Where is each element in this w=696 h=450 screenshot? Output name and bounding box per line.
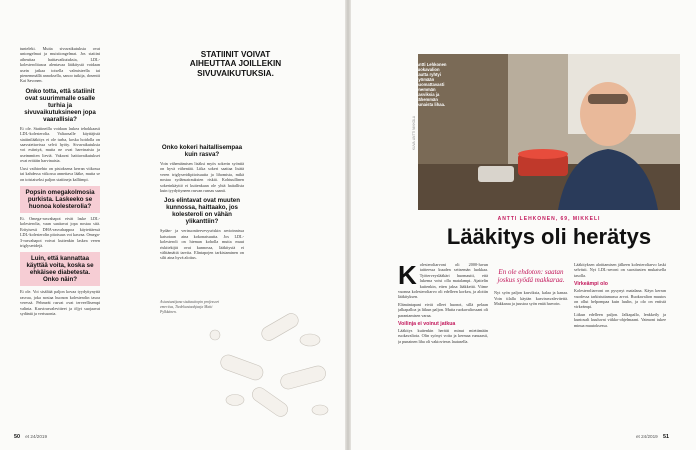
body-text: Elämäntapani eivät olleet huonot, sillä pelaan jalkapalloa ja liikun paljon. Mutta ruokavaliossani oli parantamisen varaa. bbox=[398, 301, 488, 318]
byline: ANTTI LEHKONEN, 69, MIKKELI bbox=[497, 216, 601, 222]
body-text: Lääkitys kuitenkin herätti minut miettimään ruokavaliota. Olin syönyt voita ja kermaa runsaasti, ja punainen liha oli vakiovieras lautasella. bbox=[398, 328, 488, 344]
photo-credit: KUVA: ANTTI NIKKOLA bbox=[412, 116, 416, 150]
subheading: Virkeämpi olo bbox=[574, 281, 608, 288]
body-text: Lääkityksen aloittamisen jälkeen kolesteroliarvo laski selvästi. Nyt LDL-arvoni on suositusten mukaisella tasolla. bbox=[574, 262, 666, 278]
pink-heading-box bbox=[20, 186, 100, 213]
answer-text: Ei. Omega-rasvahapot eivät laske LDL-kolesterolia, vaan saattavat jopa nostaa sitä. Erityisesti DHA-rasvahappoa käytettäessä LDL-kolesterolin pitoisuus voi kasvaa. Omega-3-rasvahapot voivat kuitenkin laskea veren triglyseridejä. bbox=[20, 215, 100, 248]
photo-caption: Antti Lehkonen ruokavalion kautta ryhtyi syömään huomattavasti enemmän kasviksia ja vähemmän punaista lihaa. bbox=[416, 62, 447, 107]
question-heading: Onko kokeri haitallisempaa kuin rasva? bbox=[161, 144, 243, 158]
question-heading: Popsin omegakolmosia purkista. Laskeeko se huonoa kolesterolia? bbox=[25, 188, 95, 210]
portrait-photo bbox=[418, 54, 680, 210]
callout-quote: STATIINIT VOIVAT AIHEUTTAA JOILLEKIN SIVUVAIKUTUKSIA. bbox=[189, 50, 282, 78]
right-column-2 bbox=[494, 262, 568, 432]
answer-text: Uusi vaihtoehto on pistoksena kerran viikossa tai kahdessa viikossa annettava lääke, mutta se on toistaiseksi paljon statiineja kalliimpi. bbox=[20, 165, 100, 182]
right-column-1 bbox=[398, 262, 488, 432]
body-text: Kolesteroliarvoni on pysynyt matalana. Käyn kerran vuodessa tarkistuttamassa arvot. Ruokavalion muutos on ollut helpompaa kuin luulin, ja olo on entistä virkeämpi. bbox=[574, 288, 666, 310]
magazine-issue: et 24/2019 bbox=[636, 434, 658, 439]
pills-illustration bbox=[200, 300, 346, 430]
magazine-issue: et 24/2019 bbox=[25, 434, 47, 439]
left-column-2 bbox=[160, 140, 244, 300]
subheading: Voilinja ei voinut jatkua bbox=[398, 321, 456, 328]
right-column-3 bbox=[574, 262, 666, 432]
lead-paragraph bbox=[398, 262, 488, 300]
lead-text: olesteroliarvoni oli 2000-luvun taitteessa kuuden seitsemän luokkaa. Työterveyslääkäri huomautti, että lukema voisi olla matalampi. Ajattelin kuitenkin, etten jaksa lääkkeitä. Viime vuonna kolesteroliarvo oli edelleen korkea, ja aloitin lääkityksen. bbox=[398, 262, 488, 300]
answer-text: Sydän- ja verisuonitervevysriskin arvioinnissa katsotaan aina kokonaisuutta. Jos LDL-kolesteroli on hieman koholla mutta muut riskitekijät ovat kunnossa, lääkitystä ei välttämättä tarvita. Elintapojen tarkistaminen on silti aina hyvä aloitus. bbox=[160, 228, 244, 261]
page-number: 50 bbox=[14, 434, 20, 440]
pull-quote: En ole ehdoton: saatan joskus syödä makkaraa. bbox=[497, 268, 565, 285]
question-heading: Onko totta, että statiinit ovat suurimmalle osalle turhia ja sivuvaikutuksineen jopa vaarallisia? bbox=[24, 87, 96, 123]
answer-text: Voin vähentämisen lisäksi myös sokerin syöntiä on hyvä vähentää. Liika sokeri saattaa lisätä veren triglyseridipitoisuutta ja lihomista, mikä nostaa sydänsairauksien riskiä. Kohtuullinen sokerinkäyttö ei kuitenkaan ole yhtä haitallista kuin tyydyttyneen rasvan runsas saanti. bbox=[160, 161, 244, 194]
right-page bbox=[350, 0, 696, 450]
body-text: Nyt syön paljon kasviksia, kalaa ja kanaa. Voin tilalla käytän kasvirasvalevitettä. Makkaraa ja juustoa syön enää harvoin. bbox=[494, 290, 568, 307]
body-text: Liikun edelleen paljon. Jalkapallo, lenkkeily ja kuntosali kuuluvat viikko-ohjelmaani. Vaimoni tukee minua muutoksessa. bbox=[574, 311, 666, 328]
page-number: 51 bbox=[663, 434, 669, 440]
intro-text: tunteleki. Muita sivuvaikutuksia ovat uniongelmat ja muistiongelmat. Jos statiini aiheuttaa haittavaikutuksia, LDL-kolesterolitasoa alentavaa lääkitystä voidaan usein jatkaa toisella valmisteella tai pienemmällä annoksella, sanoo tutkija, dosentti Kai Savonen. bbox=[20, 46, 100, 84]
question-heading: Jos elintavat ovat muuten kunnossa, haittaako, jos kolesteroli on vähän ylikanttiin? bbox=[164, 197, 240, 226]
footer-right bbox=[636, 434, 669, 440]
left-page bbox=[0, 0, 346, 450]
pink-heading-box bbox=[20, 252, 100, 286]
pill-caption: Asiantuntijana sisätautiopin professori emeritus, Tiedekuntaohjaaja Matti Pylkkänen. bbox=[160, 300, 220, 314]
footer-left bbox=[14, 434, 47, 440]
drop-cap: K bbox=[398, 262, 417, 290]
question-heading: Luin, että kannattaa käyttää voita, koska se ehkäisee diabetesta. Onko näin? bbox=[26, 255, 94, 284]
photo-illustration bbox=[418, 54, 680, 210]
headline: Lääkitys oli herätys bbox=[446, 224, 652, 249]
answer-text: Ei ole. Statiineilla voidaan laskea tehokkaasti LDL-kolesterolia. Valtaosalle käyttäjistä statiinilääkitys ei ole turha, koska hoidolla on saavutettavissa selvä hyöty. Sivuvaikutuksia voi esiintyä, mutta ne ovat harvinaisia ja useimmiten lieviä. Vakavat haittavaikutukset ovat erittäin harvinaisia. bbox=[20, 125, 100, 164]
left-column-1 bbox=[20, 46, 100, 428]
answer-text: Ei ole. Voi sisältää paljon kovaa tyydyttynyttä rasvaa, joka nostaa huonon kolesterolin tasoa veressä. Pehmeät rasvat ovat terveellisempi valinta. Kasvirasvalevitteet ja öljyt suojaavat sydäntä ja verisuonia. bbox=[20, 289, 100, 316]
